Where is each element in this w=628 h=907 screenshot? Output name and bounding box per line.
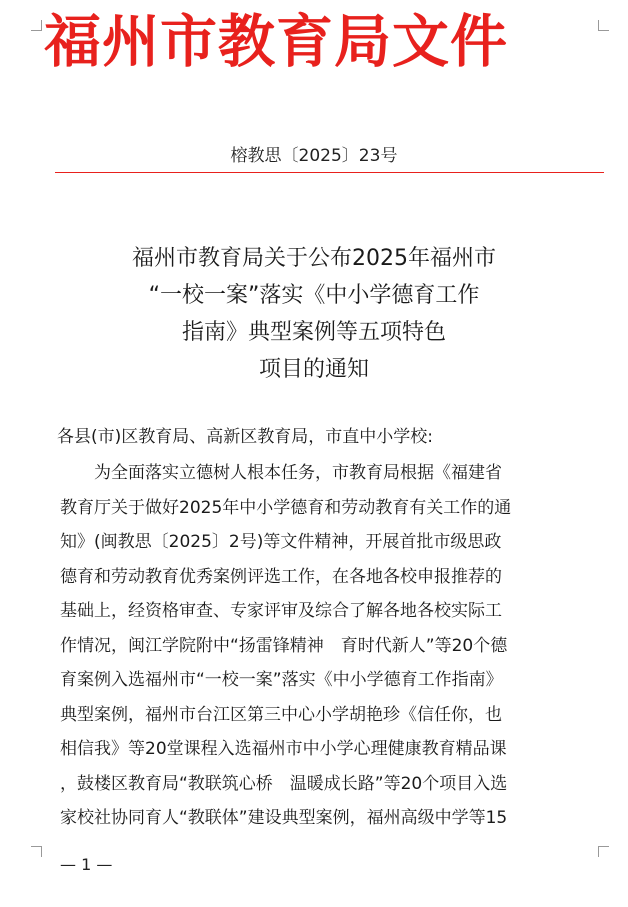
body-line: 德育和劳动教育优秀案例评选工作，在各地各校申报推荐的 <box>60 566 502 587</box>
body-line: 作情况，闽江学院附中“扬雷锋精神 育时代新人”等20个德 <box>60 635 508 656</box>
body-line: 育案例入选福州市“一校一案”落实《中小学德育工作指南》 <box>60 670 503 690</box>
body-line: ，鼓楼区教育局“教联筑心桥 温暖成长路”等20个项目入选 <box>60 773 508 794</box>
red-separator-line <box>55 172 604 173</box>
title-line: 福州市教育局关于公布2025年福州市 <box>132 246 496 271</box>
body-text <box>60 456 600 836</box>
document-title <box>40 240 588 388</box>
crop-mark-bottom-left <box>31 846 42 857</box>
crop-mark-bottom-right <box>598 846 609 857</box>
body-line: 知》(闽教思〔2025〕2号)等文件精神，开展首批市级思政 <box>60 532 502 552</box>
page-number: — 1 — <box>60 855 113 874</box>
body-line: 教育厅关于做好2025年中小学德育和劳动教育有关工作的通 <box>60 497 512 518</box>
crop-mark-top-left <box>31 20 42 31</box>
crop-mark-top-right <box>598 20 609 31</box>
body-line: 基础上，经资格审查、专家评审及综合了解各地各校实际工 <box>60 601 502 621</box>
document-number: 榕教思〔2025〕23号 <box>230 146 398 166</box>
body-line: 典型案例，福州市台江区第三中心小学胡艳珍《信任你，也 <box>60 704 502 725</box>
title-line: 项目的通知 <box>258 357 369 382</box>
salutation: 各县(市)区教育局、高新区教育局，市直中小学校: <box>57 427 433 447</box>
title-line: “一校一案”落实《中小学德育工作 <box>148 283 480 308</box>
body-line: 家校社协同育人“教联体”建设典型案例，福州高级中学等15 <box>60 808 508 828</box>
body-line: 相信我》等20堂课程入选福州市中小学心理健康教育精品课 <box>60 739 507 759</box>
title-line: 指南》典型案例等五项特色 <box>181 320 446 345</box>
document-header-title: 福州市教育局文件 <box>44 9 508 75</box>
body-line: 为全面落实立德树人根本任务，市教育局根据《福建省 <box>94 463 502 483</box>
